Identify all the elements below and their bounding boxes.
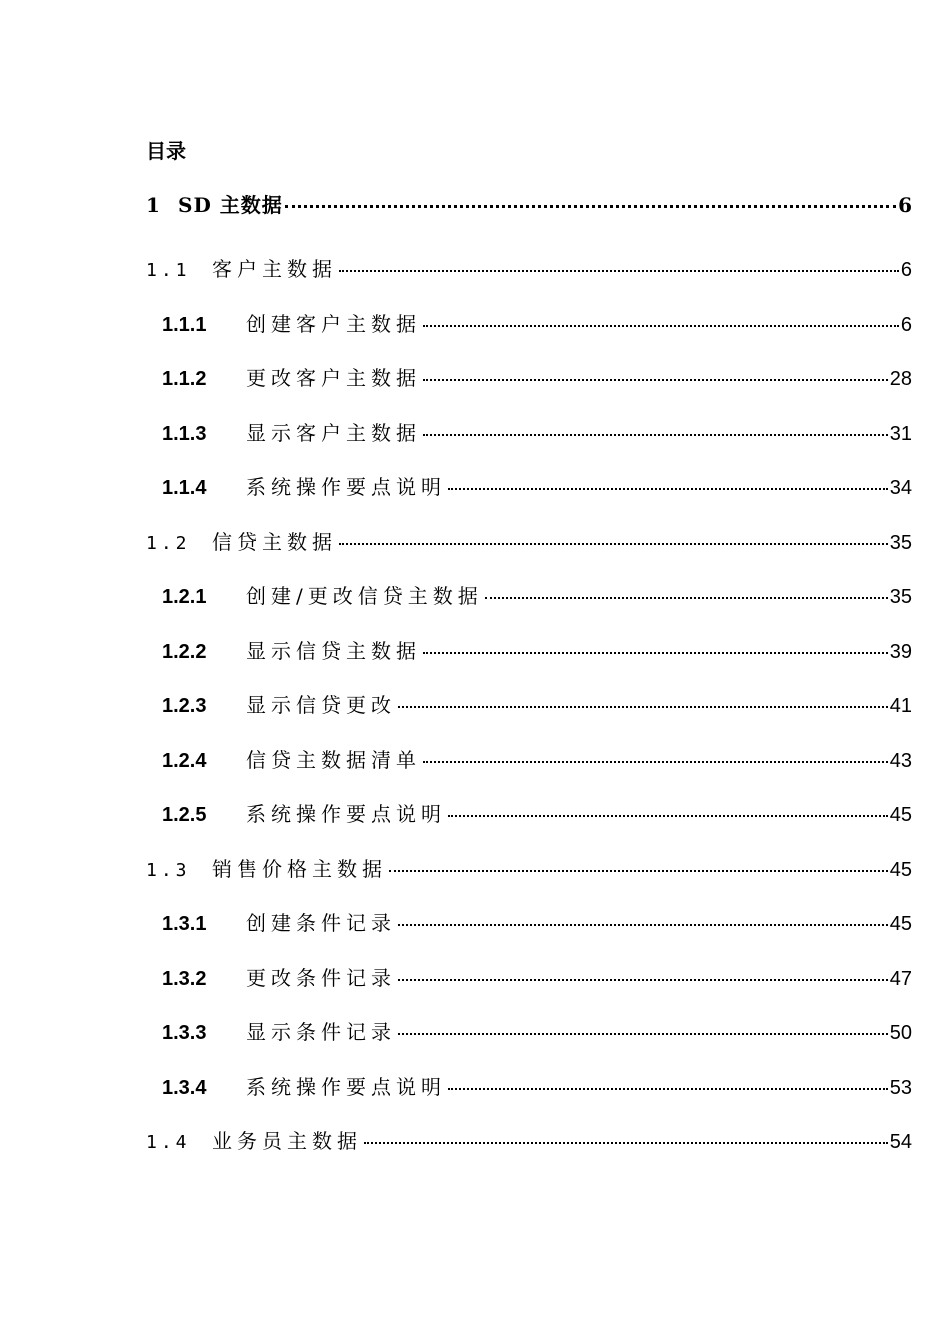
toc-entry[interactable] [146,527,912,557]
toc-entry-number: 1.2.4 [162,750,207,772]
toc-entry-number: 1.3.4 [162,1077,207,1099]
toc-entry-text: 销售价格主数据 [212,857,387,881]
toc-entry-text: 业务员主数据 [212,1129,362,1153]
toc-entry[interactable] [162,472,912,502]
toc-entry-text: 显示条件记录 [246,1020,396,1044]
toc-entry-number: 1.3.3 [162,1022,207,1044]
toc-entry[interactable] [162,799,912,829]
toc-entry-page: 41 [889,695,912,717]
toc-entry[interactable] [162,1017,912,1047]
dot-leader [285,205,896,208]
toc-entry-number: 1.2.2 [162,641,207,663]
toc-entry-text: 系统操作要点说明 [246,802,446,826]
toc-entry[interactable] [162,309,912,339]
toc-entry[interactable] [162,908,912,938]
toc-entry-page: 45 [889,804,912,826]
toc-entry-text: 客户主数据 [212,257,337,281]
toc-entry-text: 信贷主数据清单 [246,748,421,772]
dot-leader [364,1142,888,1144]
toc-entry-number: 1.1 [146,260,191,281]
toc-entry-page: 39 [889,641,912,663]
dot-leader [423,325,899,327]
toc-entry-number: 1.2 [146,533,191,554]
dot-leader [398,1033,888,1035]
toc-entry-page: 6 [900,259,912,281]
toc-entry-page: 35 [889,532,912,554]
dot-leader [339,543,888,545]
toc-entry[interactable] [162,745,912,775]
dot-leader [389,870,888,872]
toc-entry-text: 显示信贷主数据 [246,639,421,663]
toc-entry[interactable] [146,854,912,884]
toc-entry-number: 1.3.1 [162,913,207,935]
toc-entry-number: 1.1.2 [162,368,207,390]
toc-entry-page: 50 [889,1022,912,1044]
toc-entry[interactable] [146,190,912,220]
toc-entry-page: 45 [889,913,912,935]
dot-leader [398,706,888,708]
toc-entry-text: 创建条件记录 [246,911,396,935]
toc-entry-text: 系统操作要点说明 [246,1075,446,1099]
toc-entry-text: 更改条件记录 [246,966,396,990]
toc-entry[interactable] [162,1072,912,1102]
toc-entry-page: 47 [889,968,912,990]
dot-leader [423,434,888,436]
toc-entry[interactable] [162,363,912,393]
toc-entry-number: 1.3.2 [162,968,207,990]
toc-entry-number: 1.2.1 [162,586,207,608]
toc-entry-number: 1.1.1 [162,314,207,336]
dot-leader [398,924,888,926]
toc-entry-page: 6 [898,193,912,217]
dot-leader [423,379,888,381]
toc-entry-text: 显示信贷更改 [246,693,396,717]
toc-entry-page: 54 [889,1131,912,1153]
toc-entry-number: 1.1.4 [162,477,207,499]
toc-entry[interactable] [162,963,912,993]
dot-leader [339,270,899,272]
toc-entry-text: 显示客户主数据 [246,421,421,445]
toc-entry-number: 1.2.5 [162,804,207,826]
dot-leader [448,1088,888,1090]
toc-entry-number: 1 [146,193,160,217]
toc-entry[interactable] [162,690,912,720]
toc-entry-page: 53 [889,1077,912,1099]
dot-leader [448,488,888,490]
toc-entry-number: 1.1.3 [162,423,207,445]
toc-entry-number: 1.4 [146,1132,191,1153]
toc-entry-text: 创建/更改信贷主数据 [246,584,483,608]
dot-leader [423,652,888,654]
toc-entry[interactable] [146,1126,912,1156]
toc-entry[interactable] [162,418,912,448]
toc-entry-number: 1.2.3 [162,695,207,717]
toc-entry-text: 系统操作要点说明 [246,475,446,499]
toc-entry-page: 28 [889,368,912,390]
toc-entry-page: 45 [889,859,912,881]
toc-entry-text: 信贷主数据 [212,530,337,554]
toc-entry-text: 创建客户主数据 [246,312,421,336]
dot-leader [485,597,888,599]
dot-leader [398,979,888,981]
toc-entry-text: 更改客户主数据 [246,366,421,390]
toc-entry-text: SD 主数据 [178,193,283,217]
toc-entry[interactable] [162,636,912,666]
toc-entry-page: 35 [889,586,912,608]
toc-entry-page: 6 [900,314,912,336]
toc-entry-page: 31 [889,423,912,445]
toc-entry-page: 34 [889,477,912,499]
toc-title: 目录 [146,139,186,163]
toc-entry[interactable] [162,581,912,611]
toc-entry[interactable] [146,254,912,284]
dot-leader [448,815,888,817]
toc-entry-page: 43 [889,750,912,772]
dot-leader [423,761,888,763]
toc-entry-number: 1.3 [146,860,191,881]
